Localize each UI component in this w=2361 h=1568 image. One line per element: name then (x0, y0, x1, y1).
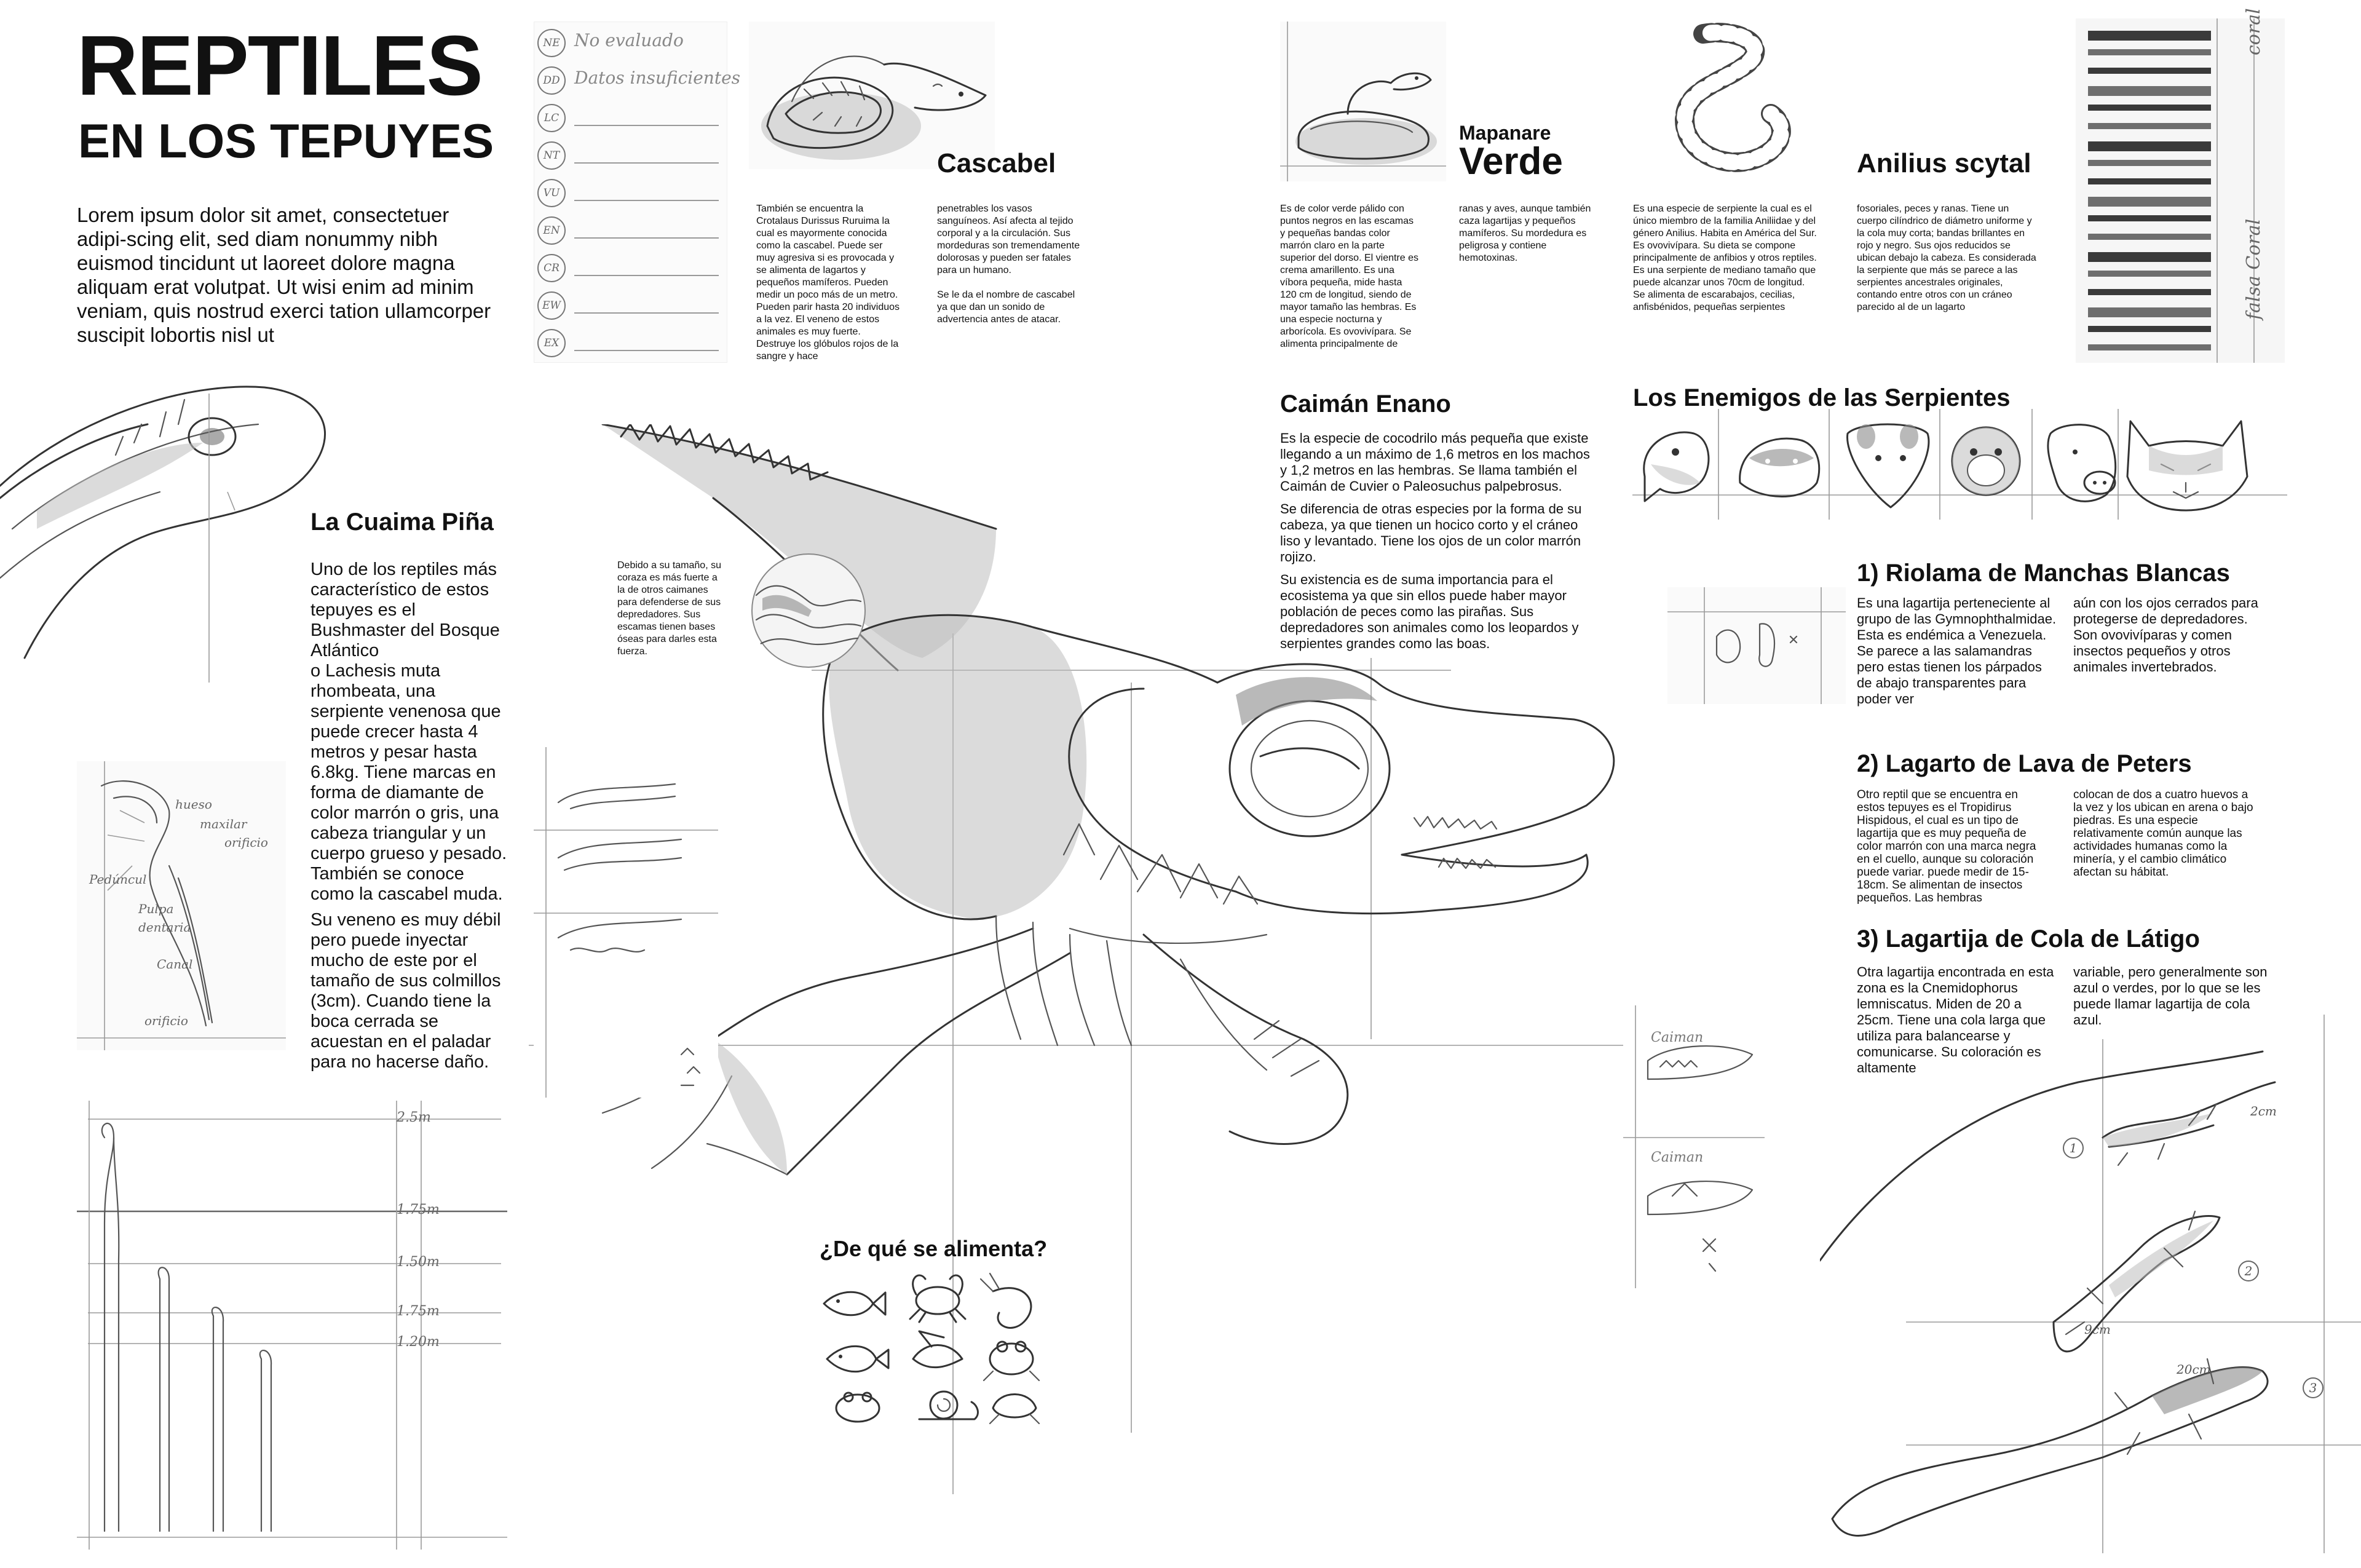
fang-anatomy-label: hueso (175, 797, 212, 812)
mapanare-sketch (1280, 22, 1446, 181)
rattlesnake-sketch (749, 22, 995, 169)
legend-row (534, 176, 727, 208)
shrimp-icon (981, 1273, 1031, 1328)
height-label: 1.20m (397, 1334, 440, 1350)
legend-row (534, 139, 727, 171)
lizard1-text-col1: Es una lagartija perteneciente al grupo de las Gymnophthalmidae. Esta es endémica a Venezuela. Se parece a las salamandras pero estas tienen los párpados de abajo transparentes para poder ver (1857, 595, 2057, 707)
height-label: 1.75m (397, 1304, 440, 1319)
legend-row (534, 251, 727, 283)
cuaima-title: La Cuaima Piña (310, 509, 494, 536)
cascabel-text-col1: También se encuentra la Crotalaus Durissus Ruruima la cual es mayormente conocida como la cascabel. Puede ser muy agresiva si es provocada y se alimenta de lagartos y pequeños mamíferos. Pueden medir un poco más de un metro. Pueden parir hasta 20 individuos a la vez. El veneno de estos animales es muy fuerte. Destruye los glóbulos rojos de la sangre y hace (756, 204, 900, 362)
anilius-text-col2: fosoriales, peces y ranas. Tiene un cuerpo cilíndrico de diámetro uniforme y la cola muy corta; bandas brillantes en rojo y negro. Sus ojos reducidos se ubican debajo la cabeza. Es considerada la serpiente que más se parece a las serpientes ancestrales originales, contando entre otros con un cráneo parecido al de un lagarto (1857, 204, 2036, 312)
lizard-sketch-label: 2 (2238, 1261, 2259, 1281)
anilius-title: Anilius scytal (1857, 148, 2031, 178)
cascabel-title: Cascabel (937, 148, 1056, 178)
intro-paragraph: Lorem ipsum dolor sit amet, consectetuer adipi-scing elit, sed diam nonummy nibh euismod tincidunt ut laoreet dolore magna aliquam erat volutpat. Ut wisi enim ad minim veniam, quis nostrud exerci tation ullamcorper suscipit lobortis nisl ut (77, 204, 491, 346)
legend-blank-line (574, 200, 719, 201)
lizard-sketch-label: 9cm (2084, 1322, 2111, 1337)
frog2-icon (990, 1395, 1039, 1424)
lizard-eye-sketch (1667, 587, 1846, 704)
legend-row (534, 26, 727, 58)
legend-code-badge: EW (537, 291, 566, 320)
caiman-skull-sketches (1623, 1005, 1765, 1288)
legend-row (534, 64, 741, 96)
height-label: 2.5m (397, 1110, 431, 1125)
monkey-icon (1952, 427, 2020, 495)
false-coral-label: falsa Coral (2243, 218, 2264, 320)
enemies-icons (1632, 409, 2287, 520)
coral-band (2088, 252, 2211, 262)
lizard2-text-col2: colocan de dos a cuatro huevos a la vez y los ubican en arena o bajo piedras. Es una especie relativamente común aunque las actividades humanas como la minería, y el cambio climático afectan su hábitat. (2073, 788, 2253, 879)
fang-anatomy-label: orificio (224, 835, 268, 850)
coral-band (2088, 215, 2211, 221)
bird-icon (913, 1331, 962, 1368)
enemies-title: Los Enemigos de las Serpientes (1633, 384, 2011, 411)
caiman-armor-note: Debido a su tamaño, su coraza es más fuerte a la de otros caimanes para defenderse de sus depredadores. Sus escamas tienen bases óseas para darles esta fuerza. (617, 560, 721, 657)
cascabel-text-col2: penetrables los vasos sanguíneos. Así afecta al tejido corporal y a la circulación. Sus mordeduras son tremendamente dolorosas y pueden ser fatales para un humano. Se le da el nombre de cascabel ya que dan un sonido de advertencia antes de atacar. (937, 204, 1080, 325)
mongoose-icon (1740, 438, 1819, 496)
height-label: 1.50m (397, 1254, 440, 1270)
frog-icon (984, 1342, 1039, 1380)
cuaima-text-p2: Su veneno es muy débil pero puede inyectar mucho de este por el tamaño de sus colmillos (3cm). Cuando tiene la boca cerrada se acuestan en el paladar para no hacerse daño. (310, 910, 501, 1072)
lizards-sketch-labels (1820, 1015, 2361, 1553)
coral-band (2088, 271, 2211, 277)
mapanare-title-big: Verde (1459, 140, 1563, 183)
coral-band (2088, 141, 2211, 151)
fish2-icon (827, 1346, 888, 1371)
fang-anatomy-label: Canal (157, 957, 193, 972)
fang-anatomy-label: Pedúncul (89, 872, 147, 887)
legend-code-badge: VU (537, 179, 566, 207)
lizard-sketch-label: 1 (2063, 1138, 2084, 1158)
legend-code-badge: CR (537, 254, 566, 282)
lizard2-text-col1: Otro reptil que se encuentra en estos tepuyes es el Tropidirus Hispidous, el cual es un tipo de lagartija que es muy pequeña de color marrón con una marca negra en el cuello, aunque su coloración puede variar. puede medir de 15-18cm. Se alimentan de insectos pequeños. Las hembras (1857, 788, 2036, 905)
fish-icon (824, 1292, 885, 1315)
legend-row (534, 327, 727, 358)
diet-title: ¿De qué se alimenta? (820, 1236, 1048, 1261)
legend-blank-line (574, 350, 719, 351)
caiman-pose-sketches (534, 747, 718, 1098)
fang-labels (77, 761, 286, 1050)
page-subtitle: EN LOS TEPUYES (78, 114, 494, 168)
height-label: 1.75m (397, 1202, 440, 1218)
legend-code-badge: LC (537, 104, 566, 132)
legend-blank-line (574, 275, 719, 276)
lizard2-title: 2) Lagarto de Lava de Peters (1857, 750, 2192, 777)
caiman-skull-label-top: Caiman (1651, 1030, 1704, 1045)
fang-anatomy-label: dentaria (138, 920, 191, 935)
coral-band (2088, 160, 2211, 166)
legend-row (534, 101, 727, 133)
fang-anatomy-label: maxilar (200, 817, 247, 831)
caiman-skull-label-bottom: Caiman (1651, 1150, 1704, 1165)
conservation-status-legend (534, 22, 741, 363)
legend-code-badge: EN (537, 216, 566, 245)
cuaima-text-p1: Uno de los reptiles más característico de estos tepuyes es el Bushmaster del Bosque Atlántico o Lachesis muta rhombeata, una serpiente venenosa que puede crecer hasta 4 metros y pesar hasta 6.8kg. Tiene marcas en forma de diamante de color marrón o gris, una cabeza triangular y un cuerpo grueso y pesado. También se conoce como la cascabel muda. (310, 560, 507, 904)
coral-band (2088, 197, 2211, 207)
legend-row (534, 289, 727, 321)
lizard-sketch-label: 2cm (2250, 1104, 2277, 1119)
legend-label: No evaluado (574, 30, 684, 50)
caiman-title: Caimán Enano (1280, 390, 1451, 418)
caiman-text-p3: Su existencia es de suma importancia para el ecosistema ya que sin ellos puede haber mayor población de peces como las pirañas. Sus depredadores son animales como los leopardos y serpientes grandes como las boas. (1280, 572, 1579, 651)
diet-icons (815, 1267, 1048, 1427)
height-labels (77, 1101, 507, 1550)
legend-blank-line (574, 237, 719, 239)
coral-band (2088, 86, 2211, 96)
coral-band (2088, 326, 2211, 332)
lizard-sketch-label: 20cm (2177, 1362, 2211, 1377)
coral-band (2088, 234, 2211, 240)
lizard1-title: 1) Riolama de Manchas Blancas (1857, 560, 2230, 587)
page-title: REPTILES (77, 18, 482, 113)
mapanare-title-small: Mapanare (1459, 122, 1551, 144)
coral-band (2088, 68, 2211, 74)
eagle-icon (1644, 432, 1709, 501)
coral-band (2088, 289, 2211, 295)
mapanare-text-col1: Es de color verde pálido con puntos negros en las escamas y pequeñas bandas color marrón claro en la parte superior del dorso. El vientre es crema amarillento. Es una víbora pequeña, mide hasta 120 cm de longitud, siendo de mayor tamaño las hembras. Es una especie nocturna y arborícola. Es ovovivípara. Se alimenta principalmente de (1280, 204, 1418, 349)
legend-code-badge: NT (537, 141, 566, 170)
legend-code-badge: EX (537, 329, 566, 357)
legend-label: Datos insuficientes (574, 68, 741, 88)
coral-band (2088, 105, 2211, 111)
coral-band (2088, 344, 2211, 350)
lizard3-text-col2: variable, pero generalmente son azul o verdes, por lo que se les puede llamar lagartija de cola azul. (2073, 964, 2268, 1028)
legend-row (534, 214, 727, 246)
caiman-text-p2: Se diferencia de otras especies por la forma de su cabeza, ya que tienen un hocico corto y el cráneo liso y levantado. Tiene los ojos de un color marrón rojizo. (1280, 501, 1582, 564)
legend-blank-line (574, 125, 719, 126)
legend-blank-line (574, 162, 719, 164)
coral-band (2088, 123, 2211, 129)
wildcat-icon (2127, 421, 2247, 510)
coral-band (2088, 178, 2211, 184)
crab-icon (910, 1275, 965, 1322)
fang-anatomy-label: orificio (144, 1013, 188, 1028)
coral-band (2088, 307, 2211, 317)
lizard3-title: 3) Lagartija de Cola de Látigo (1857, 925, 2200, 952)
legend-blank-line (574, 312, 719, 314)
coral-band (2088, 49, 2211, 55)
pig-icon (2048, 425, 2116, 502)
coral-band (2088, 31, 2211, 41)
lizard-sketch-label: 3 (2303, 1377, 2323, 1398)
legend-code-badge: NE (537, 29, 566, 57)
fang-anatomy-label: Pulpa (138, 901, 174, 916)
anilius-sketch (1648, 22, 1845, 178)
toad-icon (836, 1393, 879, 1422)
mapanare-text-col2: ranas y aves, aunque también caza lagartijas y pequeños mamíferos. Su mordedura es peligrosa y contiene hemotoxinas. (1459, 204, 1591, 263)
armor-detail-sketch (750, 552, 867, 669)
lizard3-text-col1: Otra lagartija encontrada en esta zona es la Cnemidophorus lemniscatus. Miden de 20 a 25cm. Tiene una cola larga que utiliza para balancearse y comunicarse. Su coloración es altamente (1857, 964, 2054, 1075)
snail-icon (919, 1392, 978, 1419)
anilius-text-col1: Es una especie de serpiente la cual es el único miembro de la familia Aniliidae y del género Anilius. Habita en América del Sur. Es ovovivípara. Su dieta se compone principalmente de anfibios y otros reptiles. Es una serpiente de mediano tamaño que puede alcanzar unos 70cm de longitud. Se alimenta de escarabajos, cecilias, anfisbénidos, pequeñas serpientes (1633, 204, 1817, 312)
lizard1-text-col2: aún con los ojos cerrados para protegerse de depredadores. Son ovovivíparas y comen insectos pequeños y otros animales invertebrados. (2073, 595, 2258, 675)
legend-code-badge: DD (537, 66, 566, 95)
caiman-text-p1: Es la especie de cocodrilo más pequeña que existe llegando a un máximo de 1,6 metros en los machos y 1,2 metros en las hembras. Se llama también el Caimán de Cuvier o Paleosuchus palpebrosus. (1280, 430, 1590, 494)
coral-label: coral (2243, 8, 2264, 55)
